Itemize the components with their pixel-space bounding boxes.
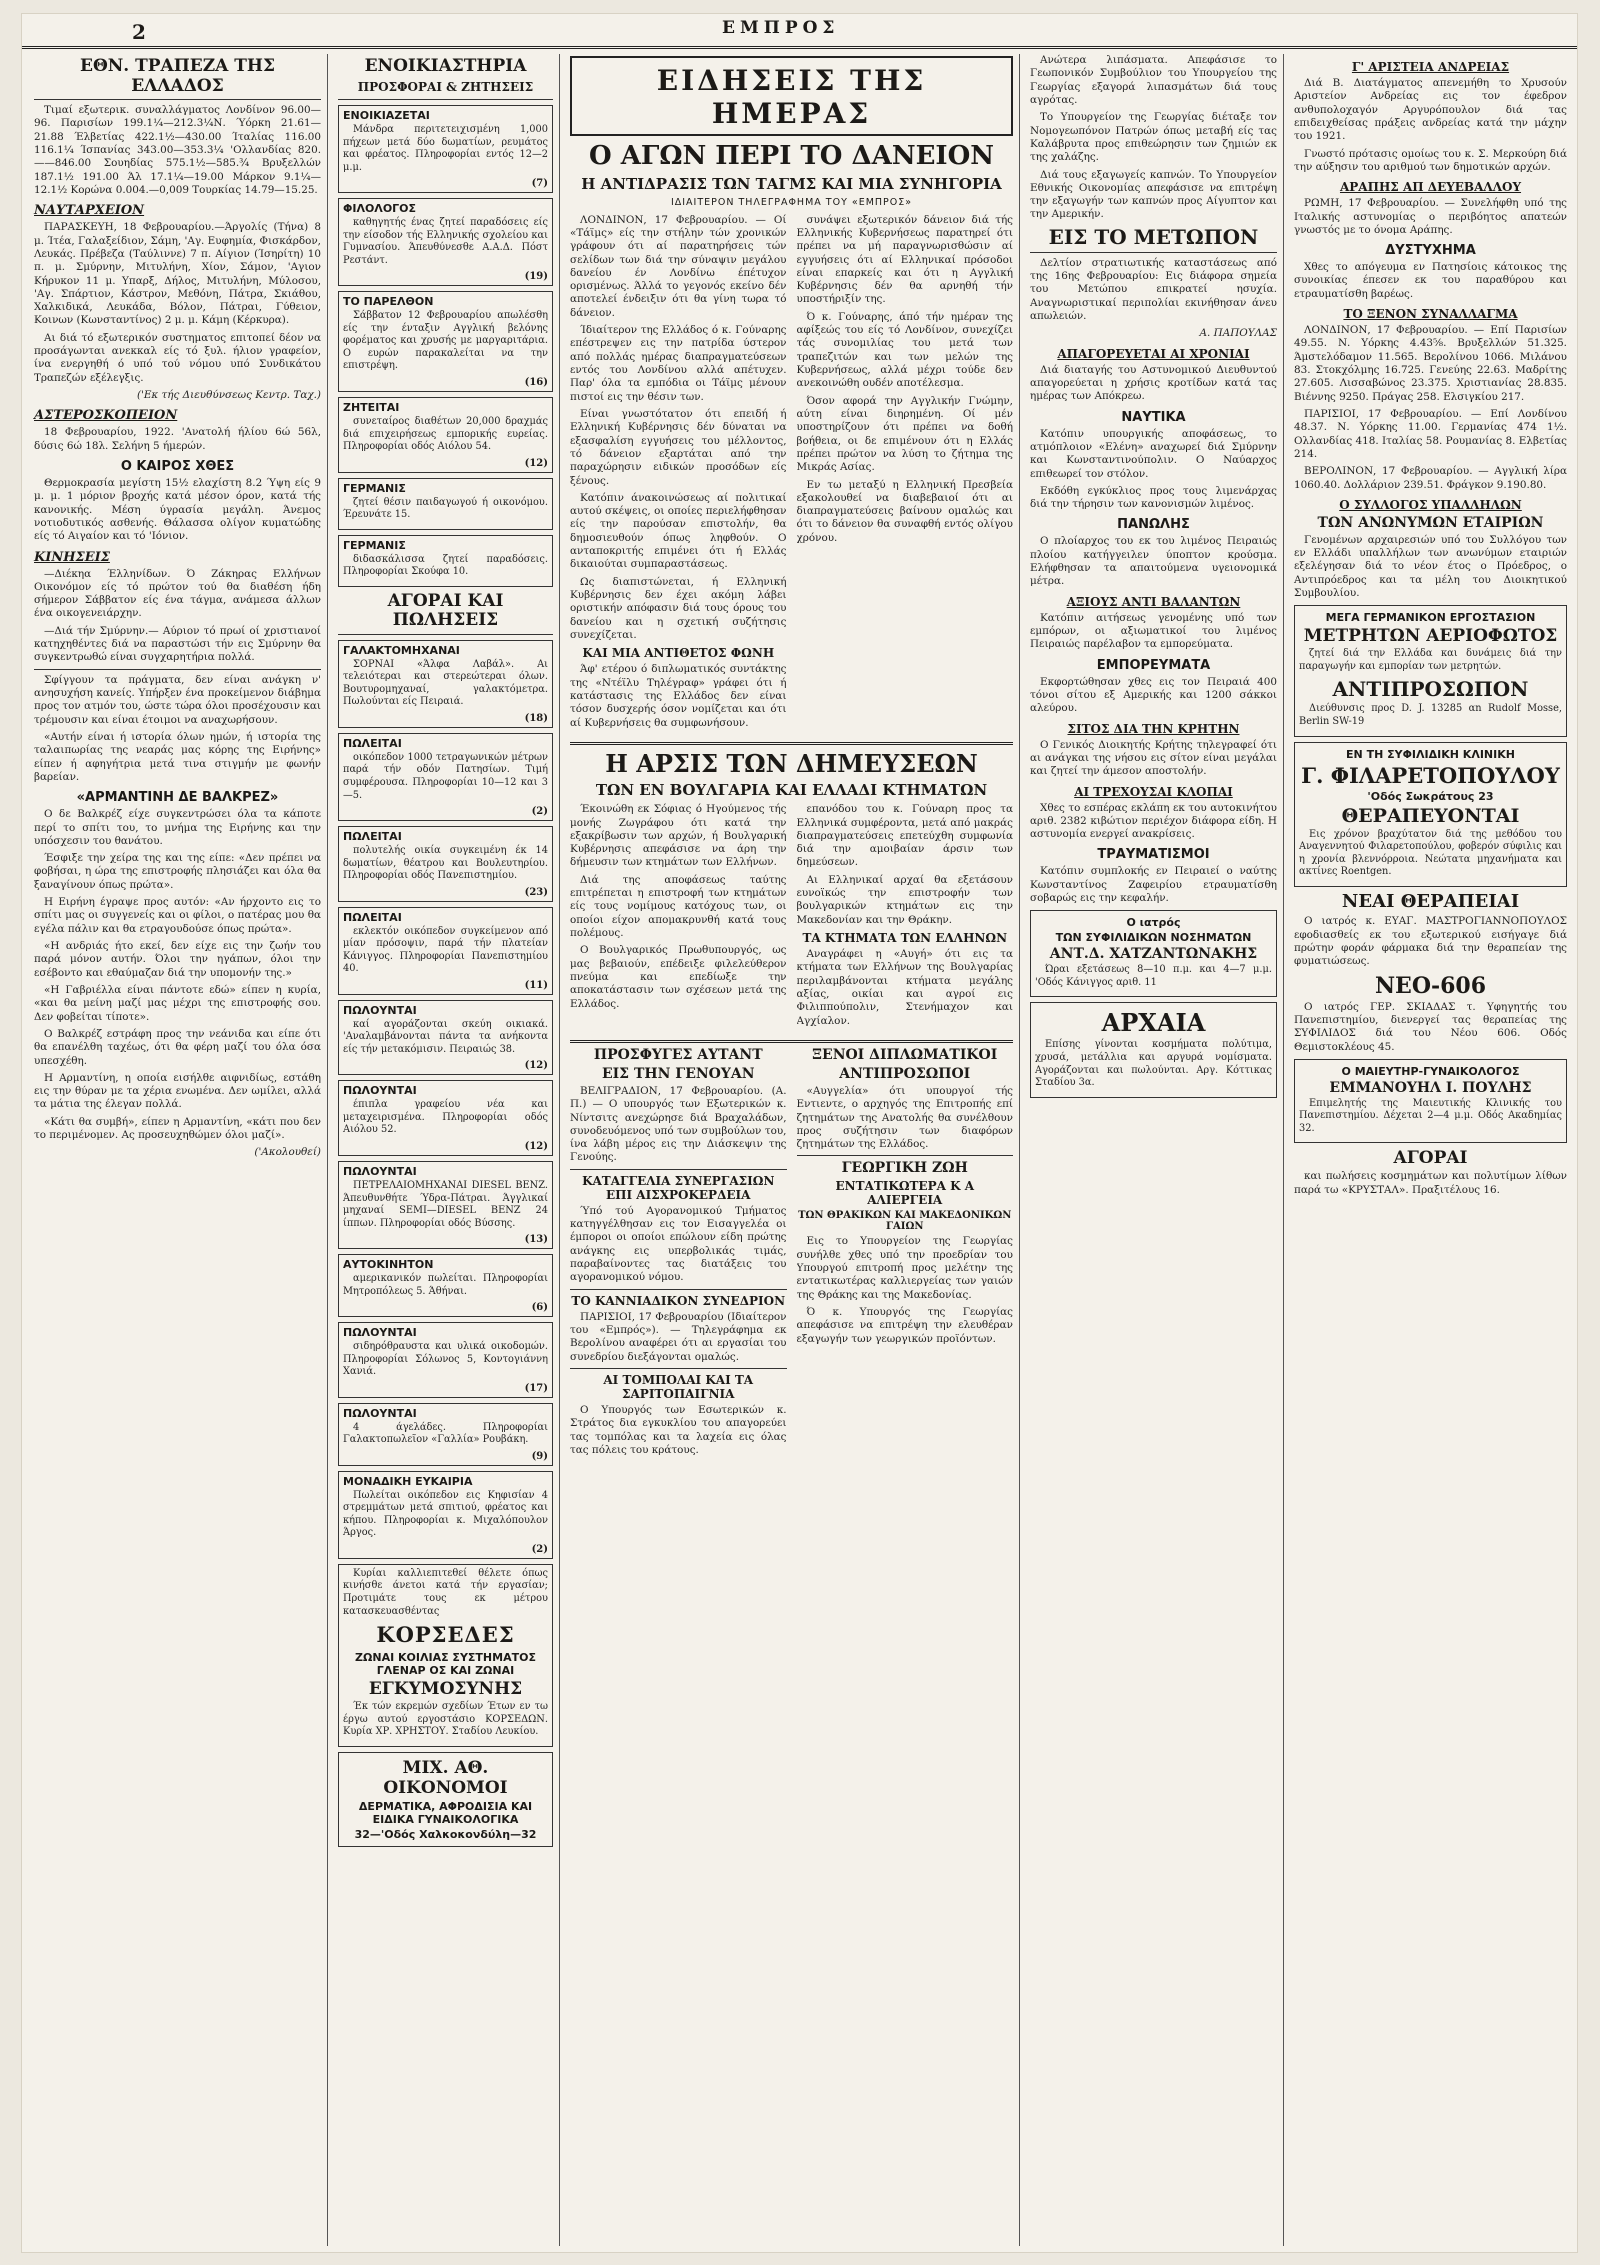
classified-ad-body: καθηγητής ένας ζητεί παραδόσεις είς την είσοδον τής Ελληνικής σχολείου και Γυμνασίου. Άπευθύνεσθε Α.Α.Δ. Πόστ Ρεστάντ. bbox=[343, 217, 548, 266]
doctor-name: ΜΙΧ. ΑΘ. ΟΙΚΟΝΟΜΟΙ bbox=[383, 1757, 508, 1798]
classified-ad bbox=[338, 826, 553, 902]
gyn-name: ΕΜΜΑΝΟΥΗΛ Ι. ΠΟΥΛΗΣ bbox=[1329, 1079, 1532, 1096]
serial-text: Η Ειρήνη έγραψε προς αυτόν: «Αν ήρχοντο εις το σπίτι μας οι συγγενείς και οι φίλοι, ο πατέρας μου θα εγέλα πάλιν και θα ετραγουδούσε όπως πρώτα». bbox=[34, 896, 321, 935]
bravery-heading: Γ' ΑΡΙΣΤΕΙΑ ΑΝΔΡΕΙΑΣ bbox=[1351, 60, 1510, 74]
clinic-ad bbox=[1294, 742, 1567, 887]
divider bbox=[797, 1155, 1014, 1156]
loan-subheadline: Η ΑΝΤΙΔΡΑΣΙΣ ΤΩΝ ΤΑΓΜΣ ΚΑΙ ΜΙΑ ΣΥΝΗΓΟΡΙΑ bbox=[581, 174, 1002, 193]
congress-heading: ΤΟ ΚΑΝΝΙΑΔΙΚΟΝ ΣΥΝΕΔΡΙΟΝ bbox=[571, 1293, 786, 1308]
masthead bbox=[22, 14, 1577, 49]
weather-text: Θερμοκρασία μεγίστη 15½ ελαχίστη 8.2 Ύψη είς 9 μ. μ. 1 μόριον βροχής κατά μέσον όρον, κατά τής κανονικής. Μέση ύγρασία μεγάλη. Άνεμος νοτιοδυτικός ασθενής. Θάλασσα ολίγον κυματώδης είς τό Αιγαίον και τό 'Ιόνιον. bbox=[34, 476, 321, 543]
new-therapies-heading: ΝΕΑΙ ΘΕΡΑΠΕΙΑΙ bbox=[1341, 890, 1520, 912]
serial-text: Η Αρμαντίνη, η οποία εισήλθε αιφνιδίως, εστάθη εις την θύραν με τα χέρια ενωμένα. Δεν ωμίλει, αλλά τα μάτια της έλεγαν πολλά. bbox=[34, 1071, 321, 1111]
classified-ad bbox=[338, 1254, 553, 1317]
classified-ad bbox=[338, 907, 553, 995]
classified-ad bbox=[338, 640, 553, 728]
classified-ad bbox=[338, 478, 553, 530]
classified-ad bbox=[338, 291, 553, 392]
classified-ad-body: διδασκάλισσα ζητεί παραδόσεις. Πληροφορίαι Σκούφα 10. bbox=[343, 553, 548, 578]
corset-ad bbox=[338, 1564, 553, 1747]
new-therapies-text: Ο ιατρός κ. ΕΥΑΓ. ΜΑΣΤΡΟΓΙΑΝΝΟΠΟΥΛΟΣ εφοδιασθείς εκ του εξωτερικού εισήγαγε διά πρώτην φοράν φάρμακα διά την θεραπείαν της φυματιώσεως. bbox=[1294, 915, 1567, 968]
genoa-text: ΒΕΛΙΓΡΑΔΙΟΝ, 17 Φεβρουαρίου. (Α. Π.) — Ο υπουργός των Εξωτερικών κ. Νίντσιτς ανεχώρησε διά Βραχαλάδων, συνοδευόμενος υπό των συμβούλων του, ίνα λάβη μέρος εις την Διάσκεψιν της Γενούης. bbox=[570, 1084, 787, 1164]
venereal-doctor-ad bbox=[1030, 910, 1277, 997]
divider bbox=[570, 1169, 787, 1170]
loan-paragraph: Ως διαπιστώνεται, ή Ελληνική Κυβέρνησις δεν έχει ακόμη λάβει οριστικήν απόφασιν διά τους όρους του δανείου και η σχετική συζήτησις συνεχίζεται. bbox=[570, 575, 787, 641]
classified-ad-title: ΠΩΛΕΙΤΑΙ bbox=[343, 736, 402, 750]
classified-ad-body: οικόπεδον 1000 τετραγωνικών μέτρων παρά τήν οδόν Πατησίων. Τιμή συμφέρουσα. Πληροφορίαι 10—12 και 3—5. bbox=[343, 751, 548, 801]
officers-heading: ΑΞΙΟΥΣ ΑΝΤΙ ΒΑΛΑΝΤΩΝ bbox=[1066, 594, 1241, 609]
loan-article bbox=[570, 214, 1013, 734]
serial-text: Ο δε Βαλκρέζ είχε συγκεντρώσει όλα τα κάποτε περί το σπίτι του, το μνήμα της Ειρήνης και την υπόσχεσιν του θανάτου. bbox=[34, 808, 321, 847]
classified-ad-body: σιδηρόθραυστα και υλικά οικοδομών. Πληροφορίαι Σόλωνος 5, Κοντογιάννη Χανιά. bbox=[343, 1341, 548, 1378]
serial-heading: «ΑΡΜΑΝΤΙΝΗ ΔΕ ΒΑΛΚΡΕΖ» bbox=[76, 790, 279, 806]
plague-heading: ΠΑΝΩΛΗΣ bbox=[1117, 517, 1190, 533]
classified-ad-number: (6) bbox=[531, 1302, 548, 1314]
antiques-ad bbox=[1030, 1002, 1277, 1097]
confiscation-headline: Η ΑΡΣΙΣ ΤΩΝ ΔΗΜΕΥΣΕΩΝ bbox=[605, 748, 978, 778]
masthead-title: ΕΜΠΡΟΣ bbox=[722, 18, 840, 38]
classified-ad bbox=[338, 535, 553, 587]
classified-ad-number: (18) bbox=[524, 712, 548, 724]
classified-ad-title: ΑΥΤΟΚΙΝΗΤΟΝ bbox=[343, 1258, 434, 1272]
naval-heading: ΝΑΥΤΙΚΑ bbox=[1121, 409, 1186, 425]
moves-text: —Διέκηα Έλληνίδων. Ό Ζάκηρας Ελλήνων Οικονόμον είς τό πρώτον τού θα διαθέση ήδη σήμερον Σάββατον είς ένα τάγμα, ανάμεσα άλλων ένα οικογενειάρχην. bbox=[34, 567, 321, 620]
neo-606-title: ΝΕΟ-606 bbox=[1374, 972, 1487, 999]
classified-ad-title: ΕΝΟΙΚΙΑΖΕΤΑΙ bbox=[343, 109, 430, 123]
ad-representative: ΑΝΤΙΠΡΟΣΩΠΟΝ bbox=[1332, 677, 1529, 702]
wheat-heading: ΣΙΤΟΣ ΔΙΑ ΤΗΝ ΚΡΗΤΗΝ bbox=[1067, 721, 1240, 736]
antiques-title: ΑΡΧΑΙΑ bbox=[1101, 1008, 1206, 1038]
antiques-body: Επίσης γίνονται κοσμήματα πολύτιμα, χρυσά, μετάλλια και αργυρά νομίσματα. Αγοράζονται και πωλούνται. Αργ. Κόττικας Σταδίου 3α. bbox=[1035, 1039, 1272, 1089]
ad-body-2: Διεύθυνσις προς D. J. 13285 αn Rudolf Mosse, Berlin SW-19 bbox=[1299, 703, 1562, 727]
classified-ad-title: ΖΗΤΕΙΤΑΙ bbox=[343, 401, 400, 414]
naut-text-2: Αι διά τό εξωτερικόν συστηματος επιτοπεί δέον να προσάγωνται ανεκκαλ είς τό ξυλ. ήλιον γραφείον, ίνα ενεργηθή ό υπό τού νόμου υπό Συνδικάτου Τραπεζών εξέλεγξις. bbox=[34, 331, 321, 384]
plague-text: Ο πλοίαρχος του εκ του λιμένος Πειραιώς πλοίου κατήγγειλεν ύποπτον κρούσμα. Ελήφθησαν τα απαιτούμενα υγειονομικά μέτρα. bbox=[1030, 535, 1277, 588]
astro-text: 18 Φεβρουαρίου, 1922. 'Ανατολή ήλίου 6ώ 56λ, δύσις 6ώ 18λ. Σελήνη 5 ήμερών. bbox=[34, 426, 321, 452]
farming-text-2: Ό κ. Υπουργός της Γεωργίας απεφάσισε να επιτρέψη την ελευθέραν εξαγωγήν των γεωργικών προϊόντων. bbox=[796, 1306, 1013, 1345]
divider bbox=[570, 1368, 787, 1369]
classified-ad bbox=[338, 1000, 553, 1076]
jewelry-title: ΑΓΟΡΑΙ bbox=[1393, 1148, 1468, 1169]
column-1 bbox=[28, 54, 328, 2246]
classified-ad-body: Πωλείται οικόπεδον εις Κηφισίαν 4 στρεμμάτων μετά σπιτιού, φρέατος και κήπου. Πληροφορίαι κ. Μιχαλόπουλον Άργος. bbox=[343, 1489, 548, 1539]
genoa-heading-2: ΕΙΣ ΤΗΝ ΓΕΝΟΥΑΝ bbox=[601, 1065, 755, 1082]
fertilizer-text: Ανώτερα λιπάσματα. Απεφάσισε το Γεωπονικόν Συμβούλιον του Υπουργείου της Γεωργίας εξαγορά λιπασμάτων διά τους αγρότας. bbox=[1030, 54, 1277, 106]
swindler-heading: ΑΡΑΠΗΣ ΑΠ ΔΕΥΕΒΑΛΛΟΥ bbox=[1339, 180, 1522, 195]
naut-heading: ΝΑΥΤΑΡΧΕΙΟΝ bbox=[34, 203, 145, 219]
story-text-2: «Αυτήν είναι ή ιστορία όλων ημών, ή ιστορία της ταλαιπωρίας της νεαράς μας κόρης της Ειρήνης» είπεν ή αφηγήτρια μετά τινα στιγμήν με φωνήν βαρείαν. bbox=[34, 730, 321, 783]
classified-ad-title: ΠΩΛΟΥΝΤΑΙ bbox=[343, 1406, 417, 1420]
rentals-title: ΕΝΟΙΚΙΑΣΤΗΡΙΑ bbox=[364, 56, 527, 76]
classified-ad-number: (12) bbox=[524, 457, 548, 469]
divider bbox=[570, 1040, 1013, 1043]
page-number: 2 bbox=[132, 20, 146, 44]
buy-sell-heading: ΑΓΟΡΑΙ ΚΑΙ ΠΩΛΗΣΕΙΣ bbox=[338, 592, 553, 635]
divider bbox=[34, 669, 321, 670]
rentals-subtitle: ΠΡΟΣΦΟΡΑΙ & ΖΗΤΗΣΕΙΣ bbox=[357, 79, 534, 94]
injuries-text: Κατόπιν συμπλοκής εν Πειραιεί ο ναύτης Κωνσταντίνος Ζαφειρίου ετραυματίσθη σοβαρώς εις την κεφαλήν. bbox=[1030, 865, 1277, 905]
ad-product: ΜΕΤΡΗΤΩΝ ΑΕΡΙΟΦΩΤΟΣ bbox=[1303, 626, 1558, 647]
classified-ad bbox=[338, 1322, 553, 1398]
column-5 bbox=[1288, 54, 1573, 2246]
columns bbox=[28, 54, 1573, 2246]
front-text: Δελτίον στρατιωτικής καταστάσεως από της 16ης Φεβρουαρίου: Εις διάφορα σημεία του Μετώπου επικρατεί ησυχία. Αναγνωριστικαί περιπολίαι εκινήθησαν άνευ απωλειών. bbox=[1030, 256, 1277, 322]
loan-headline: Ο ΑΓΩΝ ΠΕΡΙ ΤΟ ΔΑΝΕΙΟΝ bbox=[589, 141, 994, 171]
profiteering-text: Ύπό τού Αγορανομικού Τμήματος κατηγγέλθησαν εις τον Εισαγγελέα οι έμποροι οι οποίοι επώλουν είδη πρώτης ανάγκης εις υπερβολικάς τιμάς, παραβαίνοντες τας διατάξεις του αγορανομικού νόμου. bbox=[570, 1204, 787, 1284]
column-3 bbox=[564, 54, 1020, 2246]
serial-text: Έσφιξε την χείρα της και της είπε: «Δεν πρέπει να φοβήσαι, η ώρα της επιστροφής πλησιάζει και όλα θα ξαναγίνουν όπως πρώτα». bbox=[34, 852, 321, 891]
clinic-treatment: ΘΕΡΑΠΕΥΟΝΤΑΙ bbox=[1341, 804, 1520, 827]
astro-heading: ΑΣΤΕΡΟΣΚΟΠΕΙΟΝ bbox=[34, 408, 178, 424]
classified-ad-number: (7) bbox=[531, 178, 548, 190]
confiscation-paragraph: Διά της αποφάσεως ταύτης επιτρέπεται η επιστροφή των κτημάτων είς τους νομίμους κατόχους των, οι οποίοι είχον απομακρυνθή κατά τους πολέμους. bbox=[570, 873, 787, 940]
confiscation-paragraph: Αναγράφει η «Αυγή» ότι εις τα κτήματα των Ελλήνων της Βουλγαρίας περιλαμβάνονται κτήματα μεγάλης αξίας, οικίαι και αγροί εις Φιλιππούπολιν, Στενήμαχον και Αγχίαλον. bbox=[796, 948, 1013, 1027]
classified-ad-title: ΠΩΛΕΙΤΑΙ bbox=[343, 910, 402, 924]
classified-ad-title: ΠΩΛΕΙΤΑΙ bbox=[343, 830, 402, 844]
classified-ad-number: (19) bbox=[524, 271, 548, 283]
bravery-text-2: Γνωστό πρότασις ομοίως του κ. Σ. Μερκούρη διά την αύξησιν του αριθμού των δημοτικών αρχών. bbox=[1294, 147, 1567, 173]
classified-ad-body: Μάνδρα περιτετειχισμένη 1,000 πήχεων μετά δύο δωματίων, ρευμάτος και φρέατος. Πληροφορίαι εντός 12—2 μ.μ. bbox=[343, 124, 548, 173]
classified-ad bbox=[338, 1471, 553, 1559]
serial-text: «Κάτι θα συμβή», είπεν η Αρμαντίνη, «κάτι που δεν το περιμένομεν. Ας προσευχηθώμεν όλοι μαζί». bbox=[34, 1115, 321, 1142]
exchange-text-2: ΠΑΡΙΣΙΟΙ, 17 Φεβρουαρίου. — Επί Λονδίνου 48.37. Ν. Υόρκης 11.00. Γερμανίας 474 1½. Ολλανδίας 418. Ιταλίας 58. Ρουμανίας 8. Ελβετίας 214. bbox=[1294, 407, 1567, 460]
officers-text: Κατόπιν αιτήσεως γενομένης υπό των εμπόρων, οι αξιωματικοί του λιμένος Πειραιώς παρέλαβον τα εμπορεύματα. bbox=[1030, 611, 1277, 651]
farming-heading: ΓΕΩΡΓΙΚΗ ΖΩΗ bbox=[841, 1160, 968, 1177]
diplomats-heading: ΞΕΝΟΙ ΔΙΠΛΩΜΑΤΙΚΟΙ bbox=[812, 1046, 998, 1063]
classified-ad-body: συνεταίρος διαθέτων 20,000 δραχμάς διά επιχειρήσεως εμπορικής ευρείας. Πληροφορίαι οδός Αιόλου 54. bbox=[343, 416, 548, 453]
classified-ads bbox=[338, 105, 553, 587]
classified-ad bbox=[338, 1080, 553, 1156]
loan-right bbox=[797, 214, 1014, 734]
naval-text: Κατόπιν υπουργικής αποφάσεως, το ατμόπλοιον «Ελένη» αναχωρεί διά Σμύρνην και Κωνσταντινούπολιν. Ο Ναύαρχος επιθεωρεί τον στόλον. bbox=[1030, 427, 1277, 480]
accident-heading: ΔΥΣΤΥΧΗΜΑ bbox=[1385, 243, 1476, 259]
clinic-title: ΕΝ ΤΗ ΣΥΦΙΛΙΔΙΚΗ ΚΛΙΝΙΚΗ bbox=[1346, 747, 1515, 761]
association-heading: Ο ΣΥΛΛΟΓΟΣ ΥΠΑΛΛΗΛΩΝ bbox=[1339, 497, 1522, 512]
lower-left bbox=[570, 1047, 787, 1461]
classified-ad-number: (2) bbox=[531, 806, 548, 818]
ad-specialty: ΤΩΝ ΣΥΦΙΛΙΔΙΚΩΝ ΝΟΣΗΜΑΤΩΝ bbox=[1055, 931, 1252, 945]
thefts-text: Χθες το εσπέρας εκλάπη εκ του αυτοκινήτου αριθ. 2382 κιβώτιον περιέχον διάφορα είδη. Η αστυνομία ενεργεί ανακρίσεις. bbox=[1030, 801, 1277, 841]
classified-ad-number: (11) bbox=[524, 979, 548, 991]
classified-ads-2 bbox=[338, 640, 553, 1559]
naut-source: ('Εκ τής Διευθύνσεως Κεντρ. Ταχ.) bbox=[136, 389, 321, 402]
classified-ad-number: (23) bbox=[524, 886, 548, 898]
swindler-text: ΡΩΜΗ, 17 Φεβρουαρίου. — Συνελήφθη υπό της Ιταλικής αστυνομίας ο περιβόητος απατεών γνωστός με το όνομα Αράπης. bbox=[1294, 197, 1567, 236]
bravery-text: Διά Β. Διατάγματος απενεμήθη το Χρυσούν Αριστείον Ανδρείας εις τον έφεδρον ανθυπολοχαγόν Αργυρόπουλον διά τας επιδειχθείσας πράξεις ανδρείας κατά την μάχην του 1921. bbox=[1294, 77, 1567, 143]
column-4 bbox=[1024, 54, 1284, 2246]
classified-ad-body: εκλεκτόν οικόπεδον συγκείμενον από μίαν πρόσοψιν, παρά τήν πλατείαν Κάνιγγος. Πληροφορίαι Πανεπιστημίου 40. bbox=[343, 925, 548, 975]
tombola-text: Ο Υπουργός των Εσωτερικών κ. Στράτος δια εγκυκλίου του απαγορεύει τας τομπόλας και τα λαχεία εις όλας τας πόλεις του κράτους. bbox=[570, 1403, 787, 1456]
loan-paragraph: συνάψει εξωτερικόν δάνειον διά τής Ελληνικής Κυβερνήσεως παρατηρεί ότι πρέπει να μή παραγνωρισθώσιν αί εγγυήσεις ότι αί Ελληνικαί πρόσοδοι είναι επαρκείς και ότι η Αγγλική Κυβέρνησις δέν θα αρνηθή τήν υποστήριξίν της. bbox=[796, 213, 1013, 306]
moves-text-2: —Διά τήν Σμύρνην.— Αύριον τό πρωί οί χριστιανοί κατηχηθέντες διά να παραστώσι τήν εις Σμύρνην θα συγκεντρωθώ είναι συγχαρητήρια πολλά. bbox=[34, 624, 321, 664]
farming-text: Εις το Υπουργείον της Γεωργίας συνήλθε χθες υπό την προεδρίαν του Υπουργού επιτροπή προς μελέτην της εντατικωτέρας καλλιεργείας των γαιών της Θράκης και της Μακεδονίας. bbox=[796, 1235, 1013, 1301]
doctor-address: 32—'Οδός Χαλκοκονδύλη—32 bbox=[354, 1827, 537, 1841]
thefts-heading: ΑΙ ΤΡΕΧΟΥΣΑΙ ΚΛΟΠΑΙ bbox=[1074, 784, 1233, 799]
classified-ad-body: πολυτελής οικία συγκειμένη έκ 14 δωματίων, θέατρου και Βουλευτηρίου. Πληροφορίαι οδός Πανεπιστημίου. bbox=[343, 845, 548, 882]
serial-text: «Η ανδριάς ήτο εκεί, δεν είχε εις την ζωήν του παρά μόνον αυτήν. Όλοι την ηγάπων, όλοι την εσέβοντο και εθαύμαζαν διά την υπομονήν της.» bbox=[34, 940, 321, 979]
farming-subheading-2: ΤΩΝ ΘΡΑΚΙΚΩΝ ΚΑΙ ΜΑΚΕΔΟΝΙΚΩΝ ΓΑΙΩΝ bbox=[798, 1210, 1012, 1233]
classified-ad-body: ΣΟΡΝΑΙ «Άλφα Λαβάλ». Αι τελειότεραι και στερεώτεραι όλων. Βουτυρομηχαναί, γαλακτόμετρα. Πωλούνται είς Πειραιά. bbox=[343, 658, 548, 708]
classified-ad-body: Σάββατον 12 Φεβρουαρίου απωλέσθη είς την ένταξιν Αγγλική βελόνης φορέματος και χρυσής με μαργαριτάρια. Ο ευρών παρακαλείται να την επιστρέψη. bbox=[343, 310, 548, 372]
ad-hours: Ώραι εξετάσεως 8—10 π.μ. και 4—7 μ.μ. 'Οδός Κάνιγγος αριθ. 11 bbox=[1035, 964, 1272, 988]
divider bbox=[570, 742, 1013, 745]
classified-ad bbox=[338, 1161, 553, 1249]
classified-ad-title: ΤΟ ΠΑΡΕΛΘΟΝ bbox=[343, 295, 434, 309]
profiteering-heading: ΚΑΤΑΓΓΕΛΙΑ ΣΥΝΕΡΓΑΣΙΩΝ ΕΠΙ ΑΙΣΧΡΟΚΕΡΔΕΙΑ bbox=[582, 1173, 775, 1202]
exchange-text-3: ΒΕΡΟΛΙΝΟΝ, 17 Φεβρουαρίου. — Αγγλική λίρα 1060.40. Δολλάριον 239.51. Φράγκον 9.190.80. bbox=[1294, 465, 1567, 491]
confiscation-right bbox=[797, 803, 1014, 1032]
classified-ad-title: ΠΩΛΟΥΝΤΑΙ bbox=[343, 1164, 417, 1178]
loan-paragraph: Ό κ. Γούναρης, άπό τήν ημέραν της αφίξεώς του είς τό Λονδίνον, συνεχίζει τάς συνομιλίας του μετά των τραπεζιτών και των μελών της Κυβερνήσεως, αλλά μέχρι τούδε δεν ανεκοινώθη ουδέν αποτέλεσμα. bbox=[796, 310, 1013, 390]
classified-ad bbox=[338, 397, 553, 473]
clinic-address: 'Οδός Σωκράτους 23 bbox=[1367, 789, 1494, 803]
divider bbox=[570, 1289, 787, 1290]
classified-ad-number: (12) bbox=[524, 1060, 548, 1072]
classified-ad-body: ΠΕΤΡΕΛΑΙΟΜΗΧΑΝΑΙ DIESEL BENZ. Άπευθυνθήτε Ύδρα-Πάτραι. Άγγλικαί μηχαναί SEMI—DIESEL BENZ 24 ίππων. Πληροφορίαι οδός Βύσσης. bbox=[343, 1179, 548, 1229]
classified-ad-title: ΠΩΛΟΥΝΤΑΙ bbox=[343, 1003, 417, 1017]
corset-title: ΚΟΡΣΕΔΕΣ bbox=[376, 1622, 515, 1648]
doctor-ad bbox=[338, 1752, 553, 1847]
confiscation-paragraph: επανόδου του κ. Γούναρη προς τα Ελληνικά συμφέροντα, μετά από μακράς διαπραγματεύσεις επετεύχθη συμφωνία διά την αμοιβαίαν άρσιν των δημεύσεων. bbox=[796, 803, 1013, 869]
loan-paragraph: Είναι γνωστότατον ότι επειδή ή Ελληνική Κυβέρνησις δέν δύναται να εξασφαλίση εγγυήσεις του μέλλοντος, τό δάνειον εξαρτάται από την παραχώρησιν ειδικών προσόδων είς ξένους. bbox=[570, 407, 787, 487]
association-heading-2: ΤΩΝ ΑΝΩΝΥΜΩΝ ΕΤΑΙΡΙΩΝ bbox=[1317, 514, 1544, 531]
ad-body: ζητεί διά την Ελλάδα και δυνάμεις διά την παραγωγήν και εμπορίαν των μετρητών. bbox=[1299, 648, 1562, 672]
loan-paragraph: Όσον αφορά την Αγγλικήν Γνώμην, αύτη είναι διηρημένη. Οί μέν υποστηρίζουν ότι πρέπει να δοθή βοήθεια, οι δε επιμένουν ότι η Ελλάς πρέπει πρώτον να λύση το ζήτημα της Μικράς Ασίας. bbox=[796, 394, 1013, 474]
gyn-title: Ο ΜΑΙΕΥΤΗΡ-ΓΥΝΑΙΚΟΛΟΓΟΣ bbox=[1341, 1064, 1520, 1078]
farming-subheading: ΕΝΤΑΤΙΚΩΤΕΡΑ Κ Α ΑΛΙΕΡΓΕΙΑ bbox=[835, 1179, 974, 1208]
continued-note: ('Ακολουθεί) bbox=[254, 1146, 321, 1159]
classified-ad-title: ΓΕΡΜΑΝΙΣ bbox=[343, 481, 406, 495]
wheat-text: Ο Γενικός Διοικητής Κρήτης τηλεγραφεί ότι αι ανάγκαι της νήσου εις σίτον είναι μεγάλαι και ζητεί την άμεσον αποστολήν. bbox=[1030, 738, 1277, 778]
classified-ad-title: ΜΟΝΑΔΙΚΗ ΕΥΚΑΙΡΙΑ bbox=[343, 1474, 473, 1488]
front-signature: Α. ΠΑΠΟΥΛΑΣ bbox=[1199, 327, 1277, 340]
classified-ad-number: (12) bbox=[524, 1140, 548, 1152]
accident-text: Χθες το απόγευμα εν Πατησίοις κάτοικος της συνοικίας έπεσεν εκ του παραθύρου και ετραυματίσθη βαρέως. bbox=[1294, 261, 1567, 300]
gynecologist-ad bbox=[1294, 1059, 1567, 1144]
ban-heading: ΑΠΑΓΟΡΕΥΕΤΑΙ ΑΙ ΧΡΟΝΙΑΙ bbox=[1057, 346, 1250, 361]
confiscation-left bbox=[570, 803, 787, 1032]
loan-paragraph: ΛΟΝΔΙΝΟΝ, 17 Φεβρουαρίου. — Οί «Τάϊμς» είς την στήλην τών χρονικών γράφουν ότι αί παρατηρήσεις τών σελίδων των διά την σύναψιν μεγάλου δανείου έν Λονδίνω έπέτυχον ορισμένως. Άλλά το γεγονός εκείνο δέν αποτελεί ένδειξιν ότι θα γίνη τωρα τό δάνειον. bbox=[570, 213, 787, 319]
corset-intro: Κυρίαι καλλιεπιτεθεί θέλετε όπως κινήσθε άνετοι κατά τήν εργασίαν; Προτιμάτε τους εκ μέτρου κατασκευασθέντας bbox=[343, 1567, 548, 1617]
classified-ad-number: (17) bbox=[524, 1382, 548, 1394]
column-2 bbox=[332, 54, 560, 2246]
classified-ad-title: ΦΙΛΟΛΟΓΟΣ bbox=[343, 202, 417, 216]
ad-doctor-name: ΑΝΤ.Δ. ΧΑΤΖΑΝΤΩΝΑΚΗΣ bbox=[1049, 946, 1258, 963]
ad-prefix: Ο ιατρός bbox=[1126, 916, 1181, 930]
loan-paragraph: Άφ' ετέρου ό διπλωματικός συντάκτης της «Ντέϊλυ Τηλέγραφ» γράφει ότι ή κατάστασις της Ελλάδος δεν είναι τόσον δυσχερής όσον νομίζεται και ότι αί Κυβερνήσεις θα συμφωνήσουν. bbox=[570, 663, 787, 729]
exchange-heading: ΤΟ ΞΕΝΟΝ ΣΥΝΑΛΛΑΓΜΑ bbox=[1343, 307, 1518, 322]
jewelry-text: και πωλήσεις κοσμημάτων και πολυτίμων λίθων παρά τω «ΚΡΥΣΤΑΛ». Πραξιτέλους 16. bbox=[1294, 1170, 1567, 1196]
classified-ad-title: ΓΑΛΑΚΤΟΜΗΧΑΝΑΙ bbox=[343, 643, 460, 657]
gyn-body: Επιμελητής της Μαιευτικής Κλινικής του Πανεπιστημίου. Δέχεται 2—4 μ.μ. Οδός Ακαδημίας 32. bbox=[1299, 1097, 1562, 1134]
naval-text-2: Εκδόθη εγκύκλιος προς τους λιμενάρχας διά την τήρησιν των κανονισμών λιμένος. bbox=[1030, 484, 1277, 511]
classified-ad-title: ΠΩΛΟΥΝΤΑΙ bbox=[343, 1084, 417, 1098]
diplomats-text: «Αυγγελία» ότι υπουργοί τής Εντιεντε, ο αρχηγός της Επιτροπής επί ζητημάτων της Ανατολής θα συνέλθουν προς συζήτησιν των διαφόρων ζητημάτων της Ελλάδος. bbox=[796, 1084, 1013, 1151]
weather-heading: Ο ΚΑΙΡΟΣ ΧΘΕΣ bbox=[120, 458, 235, 474]
story-text: Σφίγγουν τα πράγματα, δεν είναι ανάγκη ν' ανησυχήση κανείς. Υπήρξεν ένα προκείμενον διάβημα προς τον ατμόν του, ώστε τώρα όλοι προσέχουσιν και τρέμουσιν και είναι έτοιμοι να αναχωρήσουν. bbox=[34, 673, 321, 726]
loan-paragraph: Ίδιαίτερον της Ελλάδος ό κ. Γούναρης επέστρεψεν εις την πατρίδα ύστερον από πολλάς ημέρας διαπραγματεύσεων εντός του Λονδίνου αλλά απέτυχεν. Παρ' όλα τα εμπόδια οι Τάϊμς μένουν πιστοί εις την θέσιν των. bbox=[570, 324, 787, 403]
classified-ad bbox=[338, 733, 553, 821]
classified-ad-number: (2) bbox=[531, 1543, 548, 1555]
loan-byline: ΙΔΙΑΙΤΕΡΟΝ ΤΗΛΕΓΡΑΦΗΜΑ ΤΟΥ «ΕΜΠΡΟΣ» bbox=[670, 196, 913, 208]
newspaper-page bbox=[22, 14, 1577, 2252]
bank-heading: ΕΘΝ. ΤΡΑΠΕΖΑ ΤΗΣ ΕΛΛΑΔΟΣ bbox=[34, 57, 321, 100]
exchange-text: ΛΟΝΔΙΝΟΝ, 17 Φεβρουαρίου. — Επί Παρισίων 49.55. Ν. Υόρκης 4.43⅝. Βρυξελλών 51.325. Άμστελόδαμον 11.565. Βερολίνου 1066. Μιλάνου 83. Στοκχόλμης 16.725. Γενεύης 22.63. Μαδρίτης 27.605. Λισσαβώνος 23.375. Χριστιανίας 28.835. Βιέννης 9250. Πράγας 258. Ελσιγκίου 217. bbox=[1294, 324, 1567, 403]
corset-sub: ΖΩΝΑΙ ΚΟΙΛΙΑΣ ΣΥΣΤΗΜΑΤΟΣ ΓΛΕΝΑΡ ΟΣ ΚΑΙ ΖΩΝΑΙ bbox=[355, 1651, 536, 1678]
classified-ad-body: αμερικανικόν πωλείται. Πληροφορίαι Μητροπόλεως 5. Άθήναι. bbox=[343, 1273, 548, 1297]
serial-text: «Η Γαβριέλλα είναι πάντοτε εδώ» είπεν η κυρία, «και θα μείνη μαζί μας μέχρι της επιστροφής σου. Δεν φοβείται τίποτε». bbox=[34, 983, 321, 1023]
confiscation-subheadline: ΤΩΝ ΕΝ ΒΟΥΛΓΑΡΙΑ ΚΑΙ ΕΛΛΑΔΙ ΚΤΗΜΑΤΩΝ bbox=[595, 781, 988, 800]
confiscation-paragraph: Αι Ελληνικαί αρχαί θα εξετάσουν ευνοϊκώς την επιστροφήν των βουλγαρικών κτημάτων εις την Μακεδονίαν και την Θράκην. bbox=[796, 873, 1013, 926]
diplomats-heading-2: ΑΝΤΙΠΡΟΣΩΠΟΙ bbox=[839, 1065, 971, 1082]
goods-text: Εκφορτώθησαν χθες εις τον Πειραιά 400 τόνοι σίτου εξ Αμερικής και 1200 σάκκοι αλεύρου. bbox=[1030, 675, 1277, 715]
ad-factory: ΜΕΓΑ ΓΕΡΜΑΝΙΚΟΝ ΕΡΓΟΣΤΑΣΙΟΝ bbox=[1325, 611, 1536, 625]
confiscation-paragraph: Έκοινώθη εκ Σόφιας ό Ηγούμενος τής μονής Ζωγράφου ότι κατά την εξακρίβωσιν των αρχών, ή Βουλγαρική Κυβέρνησις απεφάσισε να άρη την δήμευσιν των κτημάτων των Ελλήνων. bbox=[570, 803, 787, 869]
moves-heading: ΚΙΝΗΣΕΙΣ bbox=[34, 549, 110, 565]
naut-text: ΠΑΡΑΣΚΕΥΗ, 18 Φεβρουαρίου.—Άργολίς (Τήνα) 8 μ. Ίτέα, Γαλαξείδιον, Σάμη, 'Αγ. Ευφημία, Φισκάρδον, Λευκάς. Πρέβεζα (Ταύλιννε) 7 π. Αίγιον (Ίσηρίτη) 10 π. μ. Σμύρνην, Μιτυλήνη, Χίον, Σάμον, 'Αγιον Κήρυκον 11 μ. Υπαρξ, Δήλος, Μιτυλήνη, Μύλοσου, 'Αγ. Σπάρτιον, Κάστρον, Μεθόνη, Πάτρα, Σκιάθου, Χαλκιδικά, Λευκάδα, Βόλον, Πάτραι, Γύθειον, Κοινων (Κωνσταντίνος) 2 μ. μ. Κάμη (Κέρκυρα). bbox=[34, 221, 321, 327]
classified-ad-body: ζητεί θέσιν παιδαγωγού ή οικονόμου. Έρευνάτε 15. bbox=[343, 496, 548, 521]
classified-ad-body: έπιπλα γραφείου νέα και μεταχειρισμένα. Πληροφορίαι οδός Αιόλου 52. bbox=[343, 1099, 548, 1136]
loan-paragraph: Κατόπιν άνακοινώσεως αί πολιτικαί αυτού σκέψεις, οι οποίες περιελήφθησαν είς την παρούσαν επιστολήν, θα δημοσιευθούν όπως ληφθούν. Ο ανταποκριτής επιμένει ότι ή Ελλάς δικαιούται συμπαραστάσεως. bbox=[570, 491, 787, 571]
classified-ad-number: (9) bbox=[531, 1450, 548, 1462]
classified-ad-body: καί αγοράζονται σκεύη οικιακά. 'Αναλαμβάνονται πάντα τα ανήκοντα είς τήν μετακόμισιν. Πειραιώς 38. bbox=[343, 1018, 548, 1055]
goods-heading: ΕΜΠΟΡΕΥΜΑΤΑ bbox=[1096, 657, 1211, 673]
gas-meter-ad bbox=[1294, 605, 1567, 736]
corset-body: Έκ τών εκρεμών σχεδίων Έτων εν τω έργω αυτού εργοστάσιο ΚΟΡΣΕΔΩΝ. Κυρία ΧΡ. ΧΡΗΣΤΟΥ. Σταδίου Λευκίου. bbox=[343, 1701, 548, 1738]
lower-right bbox=[797, 1047, 1014, 1461]
injuries-heading: ΤΡΑΥΜΑΤΙΣΜΟΙ bbox=[1097, 847, 1210, 863]
tombola-heading: ΑΙ ΤΟΜΠΟΛΑΙ ΚΑΙ ΤΑ ΣΑΡΙΤΟΠΑΙΓΝΙΑ bbox=[603, 1372, 754, 1401]
classified-ad-title: ΓΕΡΜΑΝΙΣ bbox=[343, 538, 406, 552]
classified-ad bbox=[338, 105, 553, 193]
classified-ad bbox=[338, 198, 553, 286]
doctor-specialty: ΔΕΡΜΑΤΙΚΑ, ΑΦΡΟΔΙΣΙΑ ΚΑΙ ΕΙΔΙΚΑ ΓΥΝΑΙΚΟΛΟΓΙΚΑ bbox=[358, 1799, 533, 1826]
classified-ad-title: ΠΩΛΟΥΝΤΑΙ bbox=[343, 1326, 417, 1340]
bank-rates: Τιμαί εξωτερικ. συναλλάγματος Λονδίνον 96.00—96. Παρισίων 199.1¼—212.3¼Ν. Ύόρκη 21.61—21.88 Έλβετίας 422.1½—430.00 Ίταλίας 116.00 116.1¼ Ίσπανίας 343.00—353.3¼ 'Ολλανδίας 820.——846.00 Σουηδίας 575.1½—585.¾ Βρυξελλών 187.1½ 191.00 Άλ 17.1¼—19.00 Μάρκον 9.1¼—12.1½ Κορώνα 0.004.—0,009 Τουρκίας 14.79—15.25. bbox=[34, 104, 321, 196]
classified-ad-number: (13) bbox=[524, 1234, 548, 1246]
rentals-heading bbox=[338, 57, 553, 100]
news-banner: ΕΙΔΗΣΕΙΣ ΤΗΣ ΗΜΕΡΑΣ bbox=[570, 56, 1013, 136]
classified-ad-number: (16) bbox=[524, 377, 548, 388]
contrary-voice-heading: ΚΑΙ ΜΙΑ ΑΝΤΙΘΕΤΟΣ ΦΩΝΗ bbox=[582, 646, 775, 661]
loan-paragraph: Εν τω μεταξύ η Ελληνική Πρεσβεία εξακολουθεί να διαβεβαιοί ότι αι διαπραγματεύσεις βαίνουν ομαλώς και ότι το δάνειον θα συναφθή εντός ολίγου χρόνου. bbox=[796, 478, 1013, 544]
greek-properties-heading: ΤΑ ΚΤΗΜΑΤΑ ΤΩΝ ΕΛΛΗΝΩΝ bbox=[802, 931, 1008, 946]
agriculture-text: Το Υπουργείον της Γεωργίας διέταξε τον Νομογεωπόνον Πατρών όπως μεταβή είς τας Καλάβρυτα προς επιθεώρησιν των ζημιών εκ της χαλάζης. bbox=[1030, 111, 1277, 164]
serial-text: Ο Βαλκρέζ εστράφη προς την νεάνιδα και είπε ότι θα επανέλθη ταχέως, ότι θα φέρη μαζί του όλα όσα υπεσχέθη. bbox=[34, 1027, 321, 1067]
ban-text: Διά διαταγής του Αστυνομικού Διευθυντού απαγορεύεται η χρήσις κροτίδων κατά τας ημέρας των Απόκρεω. bbox=[1030, 363, 1277, 403]
classified-ad bbox=[338, 1403, 553, 1466]
confiscation-paragraph: Ο Βουλγαρικός Πρωθυπουργός, ως μας βεβαιούν, επέδειξε φιλελεύθερον πνεύμα και επεδίωξε την αποκατάστασιν των σχέσεων μετά της Ελλάδος. bbox=[570, 944, 787, 1010]
loan-left bbox=[570, 214, 787, 734]
congress-text: ΠΑΡΙΣΙΟΙ, 17 Φεβρουαρίου (Ιδιαίτερον του «Εμπρός»). — Τηλεγράφημα εκ Βερολίνου αναφέρει ότι αι εργασίαι του συνεδρίου διεξάγονται ομαλώς. bbox=[570, 1310, 787, 1363]
corset-title-2: ΕΓΚΥΜΟΣΥΝΗΣ bbox=[368, 1679, 523, 1700]
clinic-doctor: Γ. ΦΙΛΑΡΕΤΟΠΟΥΛΟΥ bbox=[1301, 762, 1560, 788]
tobacco-text: Διά τους εξαγωγείς καπνών. Το Υπουργείον Εθνικής Οικονομίας απεφάσισε να επιτρέψη την εξαγωγήν των καπνών προς Αίγυπτον και την Αμερικήν. bbox=[1030, 168, 1277, 221]
front-heading: ΕΙΣ ΤΟ ΜΕΤΩΠΟΝ bbox=[1030, 226, 1277, 253]
lower-articles bbox=[570, 1047, 1013, 1461]
clinic-body: Εις χρόνον βραχύτατον διά της μεθόδου του Αναγεννητού Φιλαρετοπούλου, φοβερόν σύφιλις και η χρονία βλεννόρροια. Νεώτατα μηχανήματα και ακτίνες Roentgen. bbox=[1299, 828, 1562, 878]
confiscation-article bbox=[570, 803, 1013, 1032]
neo-606-text: Ο ιατρός ΓΕΡ. ΣΚΙΑΔΑΣ τ. Υφηγητής του Πανεπιστημίου, διενεργεί τας θεραπείας της ΣΥΦΙΛΙΔΟΣ διά του Νέου 606. Οδός Θεμιστοκλέους 45. bbox=[1294, 1000, 1567, 1053]
genoa-heading: ΠΡΟΣΦΥΓΕΣ ΑΥΤΑΝΤ bbox=[593, 1046, 763, 1063]
classified-ad-body: 4 άγελάδες. Πληροφορίαι Γαλακτοπωλεῖον «Γαλλία» Ρουβάκη. bbox=[343, 1421, 548, 1446]
association-text: Γενομένων αρχαιρεσιών υπό του Συλλόγου των εν Ελλάδι υπαλλήλων των ανωνύμων εταιριών εξελέγησαν διά το νέον έτος ο Πρόεδρος, ο Αντιπρόεδρος και τα μέλη του Διοικητικού Συμβουλίου. bbox=[1294, 533, 1567, 600]
